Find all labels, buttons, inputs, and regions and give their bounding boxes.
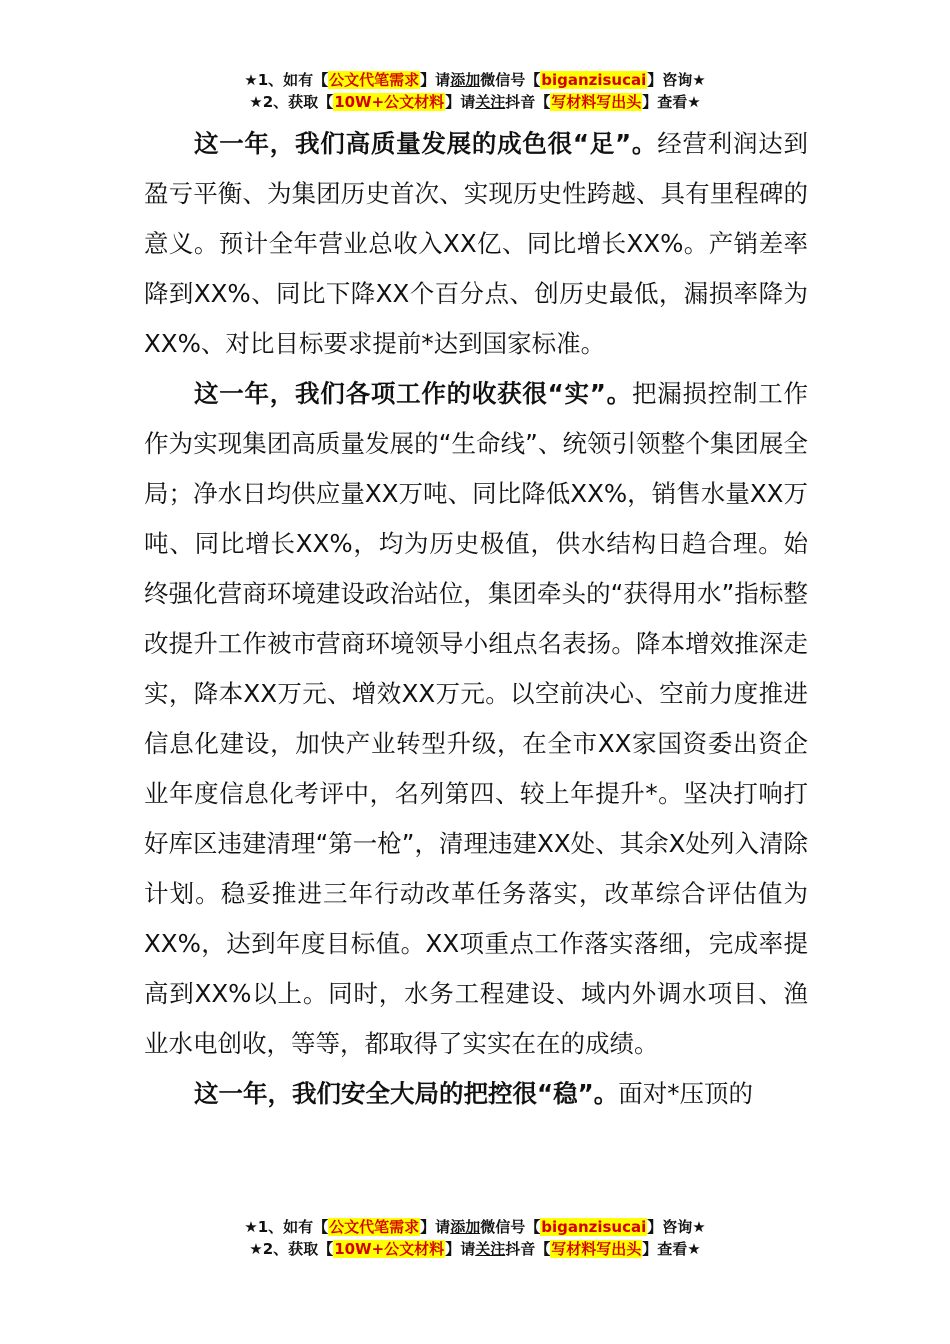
promo-text: ★2、获取【 <box>249 93 334 111</box>
paragraph <box>144 1069 808 1119</box>
promo-text: 】请 <box>420 71 451 89</box>
promo-line-2 <box>0 91 950 113</box>
promo-text: 】查看★ <box>642 93 701 111</box>
promo-highlight: 写材料写出头 <box>551 1240 642 1258</box>
promo-text: 】查看★ <box>642 1240 701 1258</box>
promo-text: 】请 <box>420 1218 451 1236</box>
promo-text: 】咨询★ <box>647 71 706 89</box>
promo-underline: 添加 <box>450 1218 481 1236</box>
promo-line-2 <box>0 1238 950 1260</box>
paragraph-lead: 这一年，我们安全大局的把控很“稳”。 <box>194 1079 619 1108</box>
promo-highlight: 公文代笔需求 <box>329 1218 420 1236</box>
paragraph-text: 面对*压顶的 <box>618 1079 753 1108</box>
paragraph-text: 把漏损控制工作作为实现集团高质量发展的“生命线”、统领引领整个集团展全局；净水日均供应量XX万吨、同比降低XX%，销售水量XX万吨、同比增长XX%，均为历史极值，供水结构日趋合理。始终强化营商环境建设政治站位，集团牵头的“获得用水”指标整改提升工作被市营商环境领导小组点名表扬。降本增效推深走实，降本XX万元、增效XX万元。以空前决心、空前力度推进信息化建设，加快产业转型升级，在全市XX家国资委出资企业年度信息化考评中，名列第四、较上年提升*。坚决打响打好库区违建清理“第一枪”，清理违建XX处、其余X处列入清除计划。稳妥推进三年行动改革任务落实，改革综合评估值为XX%，达到年度目标值。XX项重点工作落实落细，完成率提高到XX%以上。同时，水务工程建设、域内外调水项目、渔业水电创收，等等，都取得了实实在在的成绩。 <box>144 379 809 1058</box>
promo-highlight: 10W+公文材料 <box>334 93 445 111</box>
promo-highlight: 公文代笔需求 <box>329 71 420 89</box>
promo-underline: 关注 <box>475 1240 506 1258</box>
paragraph-text: 经营利润达到盈亏平衡、为集团历史首次、实现历史性跨越、具有里程碑的意义。预计全年营业总收入XX亿、同比增长XX%。产销差率降到XX%、同比下降XX个百分点、创历史最低，漏损率降为XX%、对比目标要求提前*达到国家标准。 <box>144 129 808 358</box>
promo-text: 微信号【 <box>480 71 541 89</box>
promo-text: 抖音【 <box>505 1240 551 1258</box>
promo-underline: 添加 <box>450 71 481 89</box>
paragraph-lead: 这一年，我们各项工作的收获很“实”。 <box>194 379 632 408</box>
promo-text: ★2、获取【 <box>249 1240 334 1258</box>
promo-line-1 <box>0 69 950 91</box>
promo-text: ★1、如有【 <box>244 71 329 89</box>
promo-underline: 关注 <box>475 93 506 111</box>
paragraph <box>144 369 808 1069</box>
header-promo-banner <box>0 69 950 113</box>
promo-text: 】请 <box>445 1240 476 1258</box>
paragraph-lead: 这一年，我们高质量发展的成色很“足”。 <box>194 129 658 158</box>
footer-promo-banner <box>0 1216 950 1260</box>
promo-text: 抖音【 <box>505 93 551 111</box>
promo-text: ★1、如有【 <box>244 1218 329 1236</box>
promo-text: 微信号【 <box>480 1218 541 1236</box>
promo-highlight: 写材料写出头 <box>551 93 642 111</box>
promo-highlight: 10W+公文材料 <box>334 1240 445 1258</box>
promo-line-1 <box>0 1216 950 1238</box>
promo-text: 】咨询★ <box>647 1218 706 1236</box>
promo-highlight: biganzisucai <box>541 1218 647 1236</box>
document-body <box>144 119 808 1119</box>
promo-highlight: biganzisucai <box>541 71 647 89</box>
paragraph <box>144 119 808 369</box>
promo-text: 】请 <box>445 93 476 111</box>
